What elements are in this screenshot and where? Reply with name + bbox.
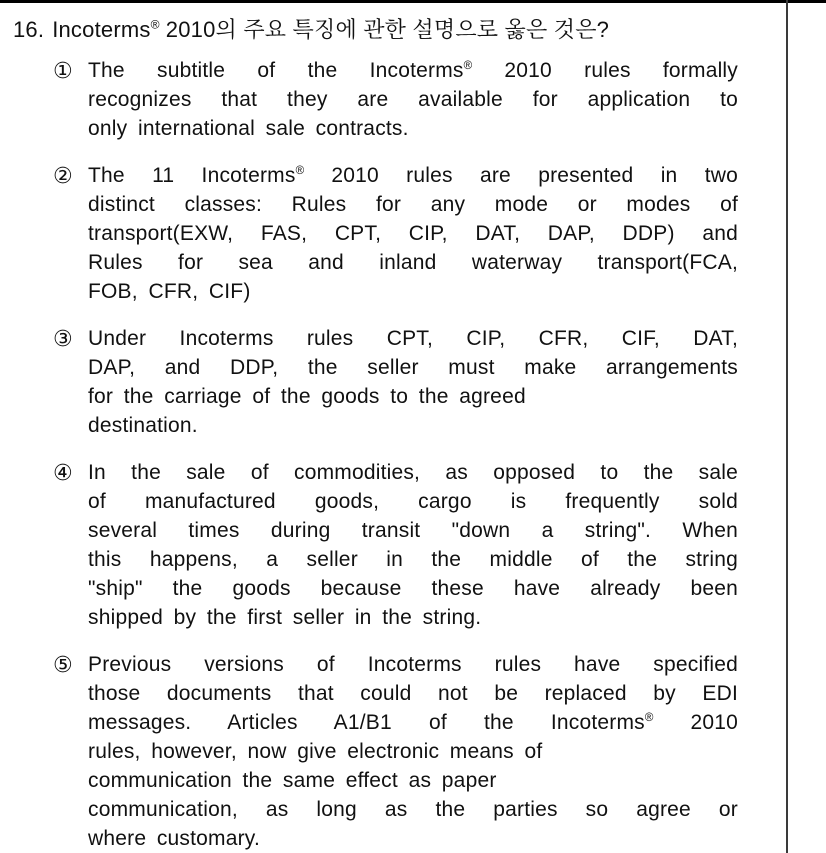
option-text-line: where customary. (88, 827, 260, 850)
option-text-line: shipped by the first seller in the string. (88, 606, 482, 629)
option-marker: ① (53, 58, 73, 83)
option-item-1 (53, 56, 758, 143)
option-marker: ② (53, 163, 73, 188)
question-title: Incoterms® 2010의 주요 특징에 관한 설명으로 옳은 것은? (52, 17, 610, 42)
option-text-line: "ship" the goods because these have already been (88, 577, 738, 600)
option-text-line: distinct classes: Rules for any mode or modes of (88, 193, 738, 216)
option-text-line: this happens, a seller in the middle of the string (88, 548, 738, 571)
question-number: 16. (13, 17, 45, 42)
option-text-line: Rules for sea and inland waterway transport(FCA, (88, 251, 738, 274)
registered-trademark-mark: ® (644, 712, 654, 724)
option-text-line: The subtitle of the Incoterms® 2010 rules formally (88, 59, 739, 82)
registered-trademark-mark: ® (295, 165, 305, 177)
option-text-line: only international sale contracts. (88, 117, 409, 140)
option-text-line: rules, however, now give electronic means of (88, 740, 543, 763)
option-text-line: those documents that could not be replaced by EDI (88, 682, 738, 705)
option-marker: ⑤ (53, 652, 73, 677)
option-text-line: destination. (88, 414, 198, 437)
option-text-line: Under Incoterms rules CPT, CIP, CFR, CIF, DAT, (88, 327, 738, 350)
option-text-line: recognizes that they are available for application to (88, 88, 738, 111)
registered-trademark-mark: ® (150, 17, 160, 32)
option-text (88, 324, 738, 440)
question-heading (13, 15, 758, 44)
option-text-line: for the carriage of the goods to the agreed (88, 385, 526, 408)
option-item-2 (53, 161, 758, 306)
option-item-3 (53, 324, 758, 440)
option-item-5 (53, 650, 758, 853)
option-text (88, 650, 738, 853)
option-text-line: communication the same effect as paper (88, 769, 497, 792)
option-text-line: communication, as long as the parties so agree or (88, 798, 738, 821)
option-text (88, 56, 738, 143)
top-border-line (0, 0, 826, 3)
option-text (88, 458, 738, 632)
option-text-line: of manufactured goods, cargo is frequently sold (88, 490, 738, 513)
option-marker: ③ (53, 326, 73, 351)
option-text-line: The 11 Incoterms® 2010 rules are presented in two (88, 164, 739, 187)
option-text (88, 161, 738, 306)
registered-trademark-mark: ® (463, 60, 473, 72)
option-text-line: transport(EXW, FAS, CPT, CIP, DAT, DAP, DDP) and (88, 222, 738, 245)
option-marker: ④ (53, 460, 73, 485)
option-text-line: several times during transit "down a string". When (88, 519, 738, 542)
option-text-line: messages. Articles A1/B1 of the Incoterms® 2010 (88, 711, 739, 734)
option-text-line: DAP, and DDP, the seller must make arrangements (88, 356, 738, 379)
options-list (53, 56, 758, 853)
option-item-4 (53, 458, 758, 632)
option-text-line: FOB, CFR, CIF) (88, 280, 251, 303)
column-divider-line (786, 0, 788, 853)
option-text-line: In the sale of commodities, as opposed to the sale (88, 461, 738, 484)
option-text-line: Previous versions of Incoterms rules have specified (88, 653, 738, 676)
question-block (13, 15, 758, 853)
